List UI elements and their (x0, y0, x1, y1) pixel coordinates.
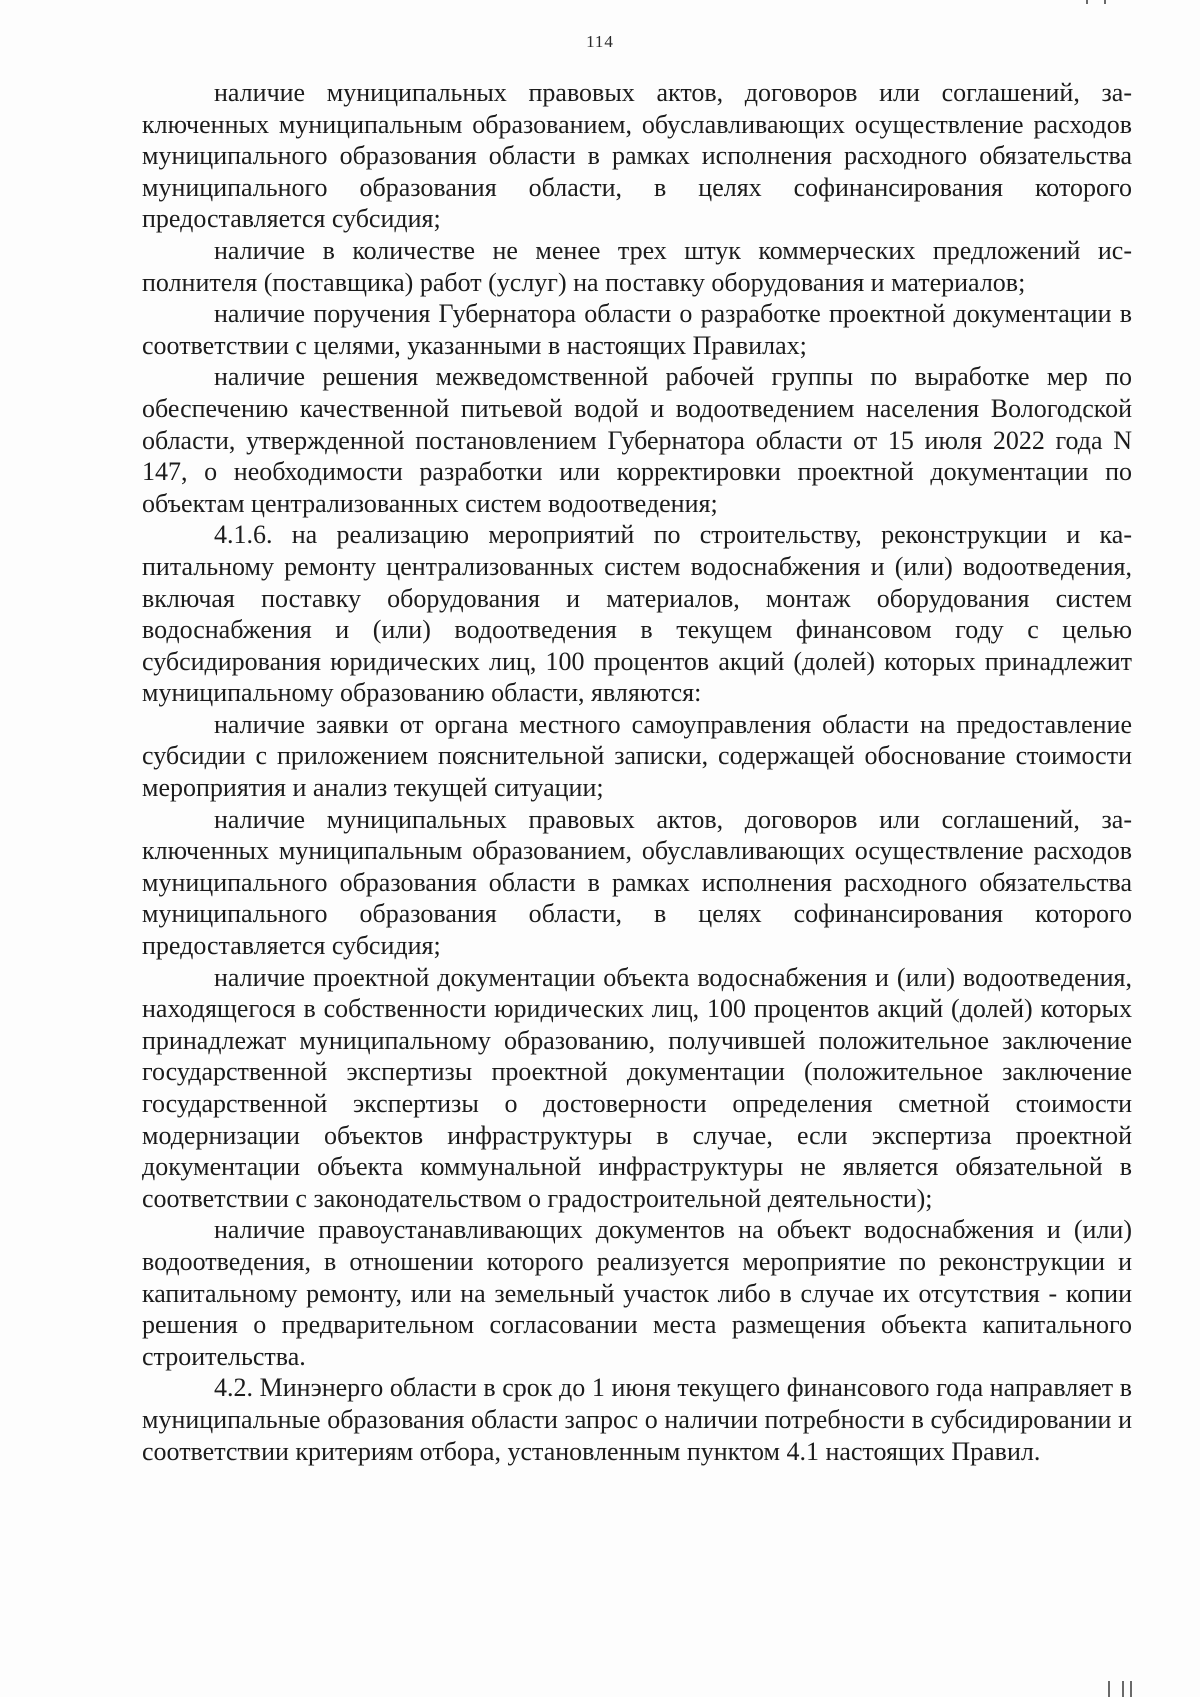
scan-artifact (1130, 1681, 1132, 1697)
scan-artifact (1122, 1681, 1124, 1697)
scan-artifact (1108, 1681, 1110, 1697)
document-body (142, 77, 1132, 1467)
paragraph: наличие поручения Губернатора области о разработке проектной документации в соответствии с целями, указанными в настоящих Правилах; (142, 299, 1132, 360)
paragraph: наличие муниципальных правовых актов, договоров или соглашений, заключенных муниципальным образованием, обуславливающих осуществление расходов муниципального образования области в рамках исполнения расходного обязательства муниципального образования области, в целях софинансирования которого предоставляется субсидия; (142, 78, 1132, 234)
paragraph: наличие в количестве не менее трех штук коммерческих предложений исполнителя (поставщика) работ (услуг) на поставку оборудования и материалов; (142, 235, 1132, 297)
paragraph: 4.1.6. на реализацию мероприятий по строительству, реконструкции и капитальному ремонту централизованных систем водоснабжения и (или) водоотведения, включая поставку оборудования и материалов, монтаж оборудования систем водоснабжения и (или) водоотведения в текущем финансовом году с целью субсидирования юридических лиц, 100 процентов акций (долей) которых принадлежит муниципальному образованию области, являются: (142, 520, 1132, 708)
paragraph: наличие решения межведомственной рабочей группы по выработке мер по обеспечению качественной питьевой водой и водоотведением населения Вологодской области, утвержденной постановлением Губернатора области от 15 июля 2022 года N 147, о необходимости разработки или корректировки проектной документации по объектам централизованных систем водоотведения; (142, 362, 1132, 518)
paragraph: наличие заявки от органа местного самоуправления области на предоставление субсидии с приложением пояснительной записки, содержащей обоснование стоимости мероприятия и анализ текущей ситуации; (142, 709, 1132, 803)
paragraph: наличие правоустанавливающих документов на объект водоснабжения и (или) водоотведения, в отношении которого реализуется мероприятие по реконструкции и капитальному ремонту, или на земельный участок либо в случае их отсутствия - копии решения о предварительном согласовании места размещения объекта капитального строительства. (142, 1215, 1132, 1371)
scan-artifact (1086, 0, 1088, 4)
paragraph: наличие проектной документации объекта водоснабжения и (или) водоотведения, находящегося в собственности юридических лиц, 100 процентов акций (долей) которых принадлежат муниципальному образованию, получившей положительное заключение государственной экспертизы проектной документации (положительное заключение государственной экспертизы о достоверности определения сметной стоимости модернизации объектов инфраструктуры в случае, если экспертиза проектной документации объекта коммунальной инфраструктуры не является обязательной в соответствии с законодательством о градостроительной деятельности); (142, 962, 1132, 1213)
paragraph: наличие муниципальных правовых актов, договоров или соглашений, заключенных муниципальным образованием, обуславливающих осуществление расходов муниципального образования области в рамках исполнения расходного обязательства муниципального образования области, в целях софинансирования которого предоставляется субсидия; (142, 804, 1132, 961)
scan-artifact (1104, 0, 1106, 4)
paragraph: 4.2. Минэнерго области в срок до 1 июня текущего финансового года направляет в муниципальные образования области запрос о наличии потребности в субсидировании и соответствии критериям отбора, установленным пунктом 4.1 настоящих Правил. (142, 1373, 1132, 1466)
page-number: 114 (586, 32, 614, 51)
